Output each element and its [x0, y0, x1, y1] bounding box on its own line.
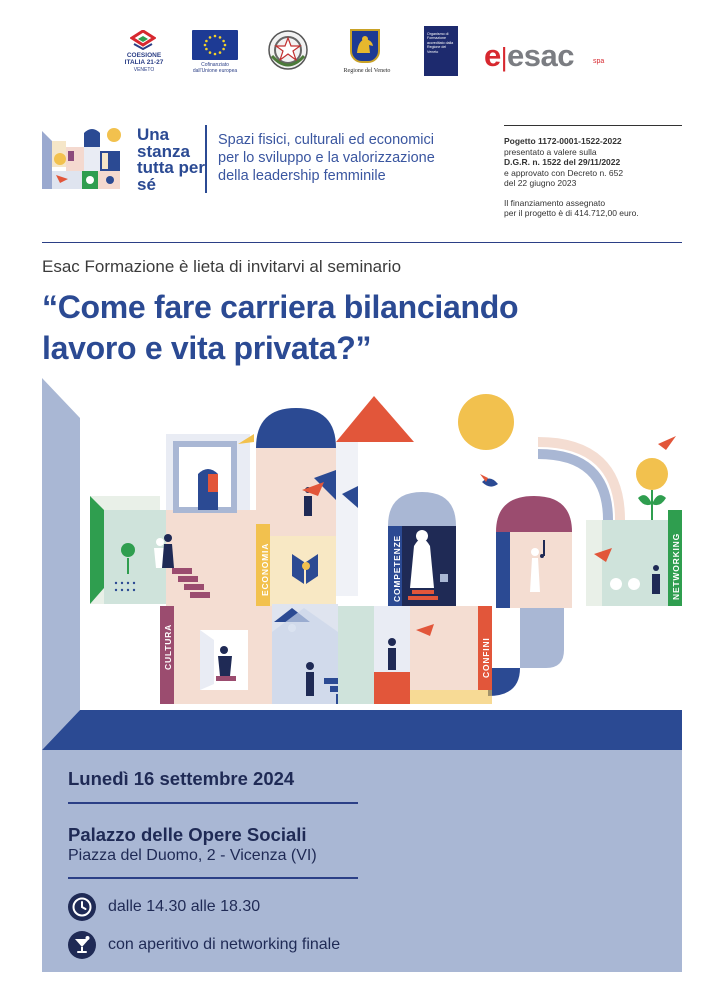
- info-divider: [68, 802, 358, 804]
- project-funding-info: [504, 125, 682, 219]
- event-info-panel: [42, 750, 682, 972]
- lion-shield-icon: [350, 29, 380, 63]
- veneto-caption: Regione del Veneto: [343, 68, 391, 74]
- label-confini: CONFINI: [481, 637, 491, 678]
- clock-icon: [68, 893, 96, 921]
- coesione-italia-logo: [118, 26, 170, 82]
- label-cultura: CULTURA: [163, 623, 173, 670]
- label-competenze: COMPETENZE: [392, 534, 402, 602]
- esac-logo-word: esac: [507, 38, 574, 73]
- project-divider: [205, 125, 207, 193]
- project-line2: presentato a valere sulla: [504, 146, 597, 157]
- regione-veneto-logo: [336, 26, 398, 82]
- project-code: Pogetto 1172-0001-1522-2022: [504, 136, 622, 146]
- seminar-illustration: [42, 378, 682, 750]
- accreditation-caption: Organismo di Formazione accreditato dalla Regione del Veneto: [427, 32, 454, 54]
- coesione-caption: COESIONE ITALIA 21-27: [124, 52, 164, 66]
- project-funding-1: Il finanziamento assegnato: [504, 197, 606, 208]
- project-description: Spazi fisici, culturali ed economici per lo sviluppo e la valorizzazione della leadership femminile: [218, 132, 435, 184]
- project-dgr: D.G.R. n. 1522 del 29/11/2022: [504, 157, 621, 167]
- event-date: Lunedì 16 settembre 2024: [68, 768, 295, 789]
- eu-logo: [190, 26, 240, 82]
- invite-line: Esac Formazione è lieta di invitarvi al seminario: [42, 257, 402, 276]
- project-illustration: [42, 125, 132, 195]
- label-networking: NETWORKING: [671, 532, 681, 600]
- seminar-title: “Come fare carriera bilanciando lavoro e vita privata?”: [42, 289, 519, 366]
- label-economia: ECONOMIA: [260, 542, 270, 596]
- esac-logo-prefix: e: [484, 38, 501, 73]
- project-line4: e approvato con Decreto n. 652: [504, 167, 624, 178]
- project-funding-2: per il progetto è di 414.712,00 euro.: [504, 208, 639, 218]
- esac-logo-suffix: spa: [593, 58, 605, 65]
- partner-logos: [118, 26, 618, 82]
- esac-logo: e|esac spa: [484, 38, 605, 73]
- cocktail-icon: [68, 931, 96, 959]
- eu-flag-icon: [192, 30, 238, 60]
- event-address: Piazza del Duomo, 2 - Vicenza (VI): [68, 847, 317, 864]
- eu-caption: Cofinanziato dall'Unione europea: [192, 62, 238, 74]
- coesione-sub: VENETO: [133, 67, 155, 73]
- project-header: [42, 125, 682, 225]
- event-time: dalle 14.30 alle 18.30: [108, 898, 261, 915]
- accreditation-logo: [424, 26, 458, 82]
- coesione-mark-icon: [130, 30, 156, 50]
- project-line5: del 22 giugno 2023: [504, 178, 577, 188]
- event-venue: Palazzo delle Opere Sociali: [68, 824, 307, 845]
- repubblica-italiana-emblem: [266, 26, 310, 82]
- info-divider: [68, 877, 358, 879]
- project-title: Una stanza tutta per sé: [137, 125, 205, 194]
- event-aperitivo: con aperitivo di networking finale: [108, 936, 341, 953]
- emblem-icon: [266, 26, 310, 76]
- section-divider: [42, 242, 682, 243]
